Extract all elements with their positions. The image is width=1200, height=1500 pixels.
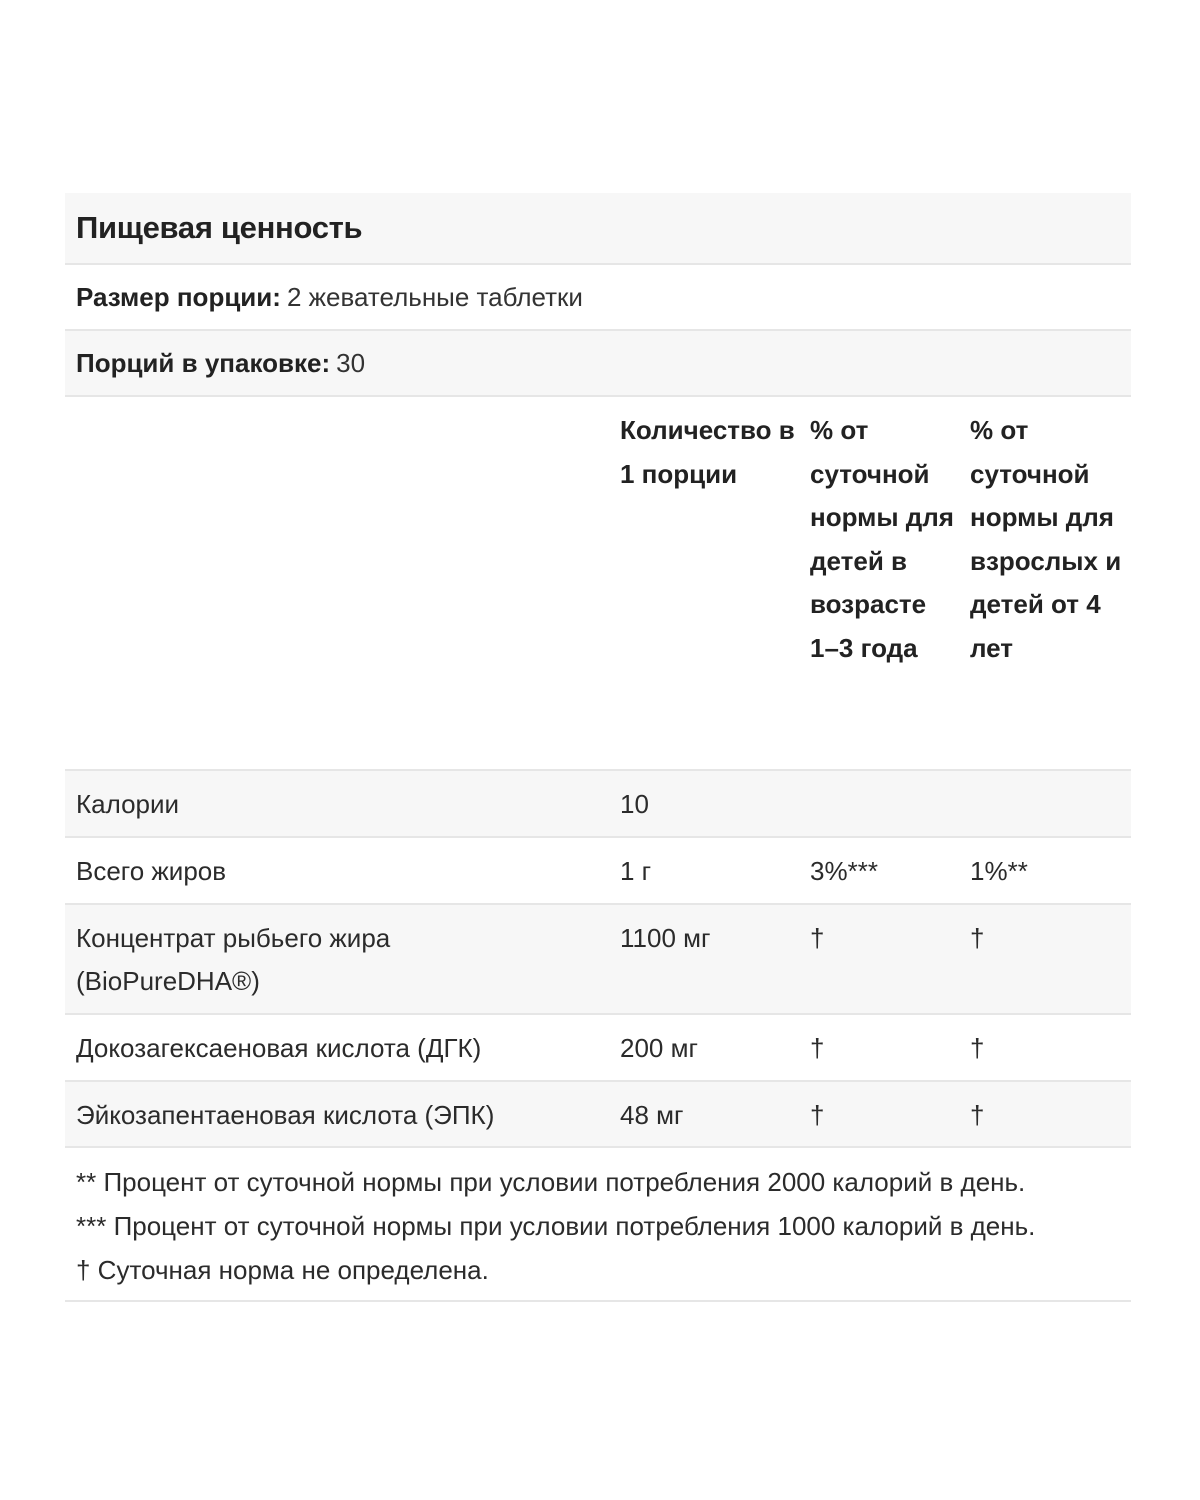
nutrient-dv-adults: 1%** — [970, 856, 1028, 886]
nutrient-name: Всего жиров — [76, 856, 227, 886]
nutrient-amount: 48 мг — [620, 1100, 684, 1130]
table-row — [65, 771, 1131, 838]
servings-per-container-label: Порций в упаковке: — [76, 347, 331, 378]
nutrient-dv-adults — [970, 783, 1131, 836]
nutrient-dv-adults: † — [970, 1100, 985, 1130]
header-empty-cell — [65, 409, 620, 769]
nutrient-dv-kids — [810, 783, 970, 836]
serving-size-label: Размер порции: — [76, 281, 281, 312]
nutrient-name: Эйкозапентаеновая кислота (ЭПК) — [76, 1100, 495, 1130]
nutrient-dv-adults: † — [970, 1033, 985, 1063]
header-dv-adults: % от суточной нормы для взрослых и детей от 4 лет — [970, 415, 1122, 663]
servings-per-container-row — [65, 331, 1131, 397]
table-row — [65, 838, 1131, 905]
serving-size-value: 2 жевательные таблетки — [286, 281, 583, 312]
column-header-row — [65, 397, 1131, 771]
footnote-2000-calories: ** Процент от суточной нормы при условии потребления 2000 калорий в день. — [76, 1167, 1026, 1197]
footnote-1000-calories: *** Процент от суточной нормы при условии потребления 1000 калорий в день. — [76, 1211, 1036, 1241]
nutrient-amount: 200 мг — [620, 1033, 698, 1063]
nutrient-dv-kids: 3%*** — [810, 856, 878, 886]
header-dv-kids: % от суточной нормы для детей в возрасте 1–3 года — [810, 415, 954, 663]
nutrient-dv-kids: † — [810, 1033, 825, 1063]
servings-per-container-value: 30 — [336, 347, 366, 378]
nutrient-dv-kids: † — [810, 1100, 825, 1130]
table-row — [65, 1082, 1131, 1148]
nutrient-name: Калории — [76, 789, 180, 819]
nutrient-dv-adults: † — [970, 923, 985, 953]
table-row — [65, 905, 1131, 1015]
header-amount: Количество в 1 порции — [620, 415, 795, 489]
nutrient-name: Докозагексаеновая кислота (ДГК) — [76, 1033, 482, 1063]
table-row — [65, 1015, 1131, 1082]
nutrient-amount: 10 — [620, 789, 649, 819]
nutrient-amount: 1 г — [620, 856, 652, 886]
nutrient-dv-kids: † — [810, 923, 825, 953]
serving-size-row — [65, 265, 1131, 331]
footnotes — [65, 1148, 1131, 1302]
footnote-dv-not-established: † Суточная норма не определена. — [76, 1255, 489, 1285]
nutrient-name: Концентрат рыбьего жира (BioPureDHA®) — [76, 923, 391, 996]
nutrient-amount: 1100 мг — [620, 923, 711, 953]
nutrition-facts-table — [65, 193, 1131, 1302]
title-row — [65, 193, 1131, 265]
table-title: Пищевая ценность — [76, 210, 363, 245]
